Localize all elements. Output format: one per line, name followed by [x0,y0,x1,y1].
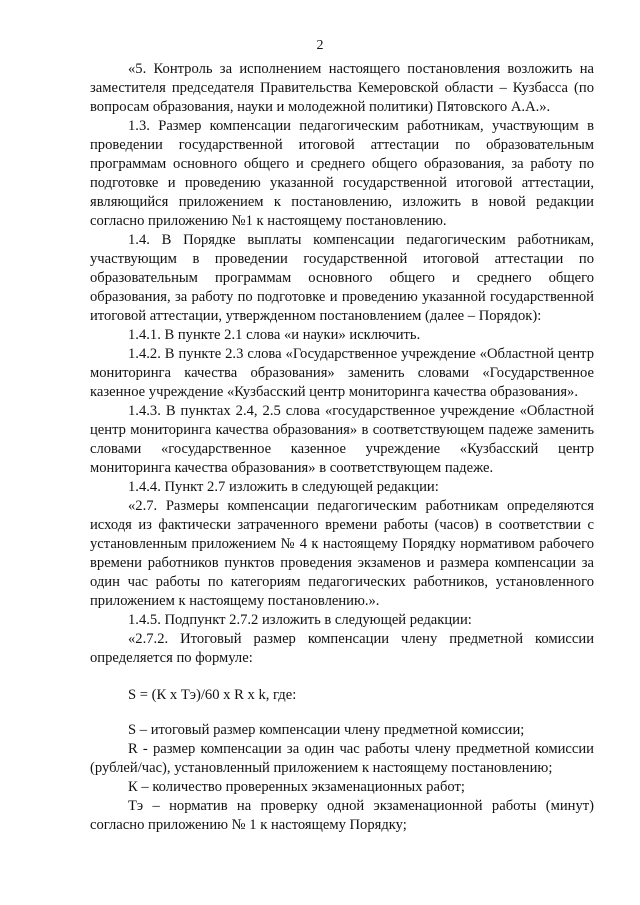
paragraph-1-4-1: 1.4.1. В пункте 2.1 слова «и науки» исключить. [128,327,421,343]
definition-r: R - размер компенсации за один час работы члену предметной комиссии (рублей/час), установленный приложением к настоящему постановлению; [90,741,594,776]
paragraph-1-4-3: 1.4.3. В пунктах 2.4, 2.5 слова «государственное учреждение «Областной центр мониторинга качества образования» в соответствующем падеже заменить словами «государственное казенное учреждение «Кузбасский центр мониторинга качества образования» в соответствующем падеже. [90,403,594,476]
definition-s: S – итоговый размер компенсации члену предметной комиссии; [128,722,525,738]
definition-te: Тэ – норматив на проверку одной экзаменационной работы (минут) согласно приложению № 1 к настоящему Порядку; [90,798,594,833]
document-body [90,60,594,835]
paragraph-2-7-2: «2.7.2. Итоговый размер компенсации члену предметной комиссии определяется по формуле: [90,631,594,666]
formula: S = (К х Тэ)/60 х R х k, где: [128,687,297,703]
paragraph-1-4-2: 1.4.2. В пункте 2.3 слова «Государственное учреждение «Областной центр мониторинга качества образования» заменить словами «Государственное казенное учреждение «Кузбасский центр мониторинга качества образования». [90,346,594,400]
definition-k: К – количество проверенных экзаменационных работ; [128,779,465,795]
paragraph-control-clause: «5. Контроль за исполнением настоящего постановления возложить на заместителя председателя Правительства Кемеровской области – Кузбасса (по вопросам образования, науки и молодежной политики) Пятовского А.А.». [90,61,594,115]
paragraph-1-4-4: 1.4.4. Пункт 2.7 изложить в следующей редакции: [128,479,439,495]
page-number: 2 [316,38,324,53]
paragraph-1-3: 1.3. Размер компенсации педагогическим работникам, участвующим в проведении государственной итоговой аттестации по образовательным программам основного общего и среднего общего образования, за работу по подготовке и проведению указанной государственной итоговой аттестации, являющийся приложением к постановлению, изложить в новой редакции согласно приложению №1 к настоящему постановлению. [90,118,594,229]
paragraph-2-7: «2.7. Размеры компенсации педагогическим работникам определяются исходя из фактически затраченного времени работы (часов) в соответствии с установленным приложением № 4 к настоящему Порядку нормативом рабочего времени работников пунктов проведения экзаменов и размера компенсации за один час работы по категориям педагогических работников, установленного приложением к настоящему постановлению.». [90,498,594,609]
paragraph-1-4-5: 1.4.5. Подпункт 2.7.2 изложить в следующей редакции: [128,612,472,628]
paragraph-1-4: 1.4. В Порядке выплаты компенсации педагогическим работникам, участвующим в проведении государственной итоговой аттестации по образовательным программам основного общего и среднего общего образования, за работу по подготовке и проведению указанной государственной итоговой аттестации, утвержденном постановлением (далее – Порядок): [90,232,594,324]
